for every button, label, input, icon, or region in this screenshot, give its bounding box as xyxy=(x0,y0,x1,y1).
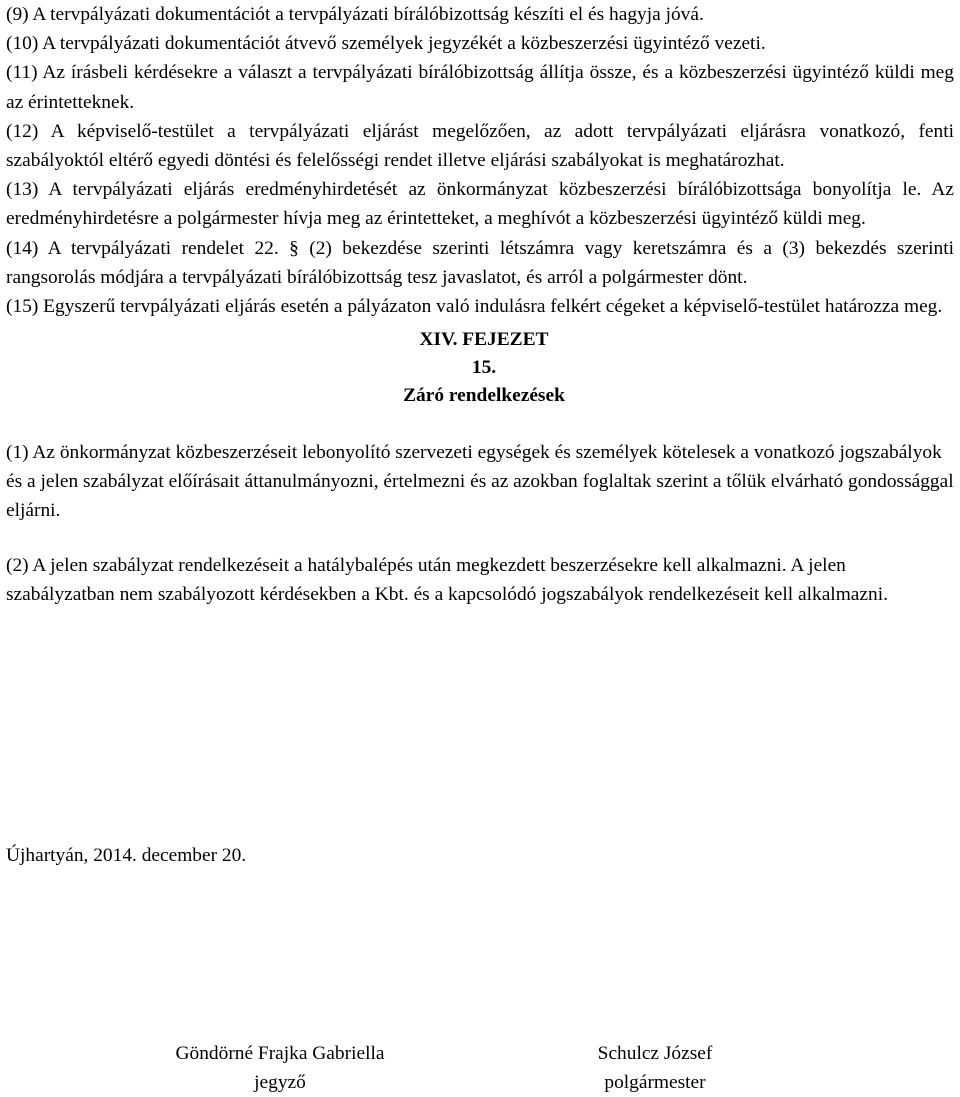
section-number: 15. xyxy=(471,357,497,379)
clause-15: (15) Egyszerű tervpályázati eljárás esetén a pályázaton való indulásra felkért cégeket a képviselő-testület határozza meg. xyxy=(6,296,943,318)
closing-paragraph-2: (2) A jelen szabályzat rendelkezéseit a hatálybalépés után megkezdett beszerzésekre kell alkalmazni. A jelen szabályzatban nem szabályozott kérdésekben a Kbt. és a kapcsolódó jogszabályok rendelkezéseit kell alkalmazni. xyxy=(6,555,888,606)
signature-mayor xyxy=(580,1039,730,1097)
clause-12: (12) A képviselő-testület a tervpályázati eljárást megelőzően, az adott tervpályázati eljárásra vonatkozó, fenti szabályoktól eltérő egyedi döntési és felelősségi rendet illetve eljárási szabályokat is meghatározhat. xyxy=(6,120,954,172)
clause-14: (14) A tervpályázati rendelet 22. § (2) bekezdése szerinti létszámra vagy keretszámra és a (3) bekezdés szerinti rangsorolás módjára a tervpályázati bírálóbizottság tesz javaslatot, és arról a polgármester dönt. xyxy=(6,237,954,288)
clause-13: (13) A tervpályázati eljárás eredményhirdetését az önkormányzat közbeszerzési bírálóbizottsága bonyolítja le. Az eredményhirdetésre a polgármester hívja meg az érintetteket, a meghívót a közbeszerzési ügyintéző küldi meg. xyxy=(6,179,954,230)
signatory-name: Schulcz József xyxy=(597,1043,713,1064)
signatory-role: jegyző xyxy=(254,1072,306,1093)
chapter-heading xyxy=(14,326,954,410)
signatory-role: polgármester xyxy=(604,1072,706,1093)
closing-provisions xyxy=(6,438,954,609)
signatory-name: Göndörné Frajka Gabriella xyxy=(175,1043,385,1064)
place-date-line: Újhartyán, 2014. december 20. xyxy=(6,845,247,866)
clause-9: (9) A tervpályázati dokumentációt a tervpályázati bírálóbizottság készíti el és hagyja jóvá. xyxy=(6,4,704,25)
chapter-title: XIV. FEJEZET xyxy=(419,329,549,351)
closing-paragraph-1: (1) Az önkormányzat közbeszerzéseit lebonyolító szervezeti egységek és személyek kötelesek a vonatkozó jogszabályok és a jelen szabályzat előírásait áttanulmányozni, értelmezni és az azokban foglaltak szerint a tőlük elvárható gondossággal eljárni. xyxy=(6,442,954,522)
signature-notary xyxy=(146,1039,414,1097)
clause-10: (10) A tervpályázati dokumentációt átvevő személyek jegyzékét a közbeszerzési ügyintéző vezeti. xyxy=(6,33,766,55)
clause-list xyxy=(6,0,954,321)
clause-11: (11) Az írásbeli kérdésekre a választ a tervpályázati bírálóbizottság állítja össze, és a közbeszerzési ügyintéző küldi meg az érintetteknek. xyxy=(6,62,954,113)
section-title: Záró rendelkezések xyxy=(403,385,565,407)
